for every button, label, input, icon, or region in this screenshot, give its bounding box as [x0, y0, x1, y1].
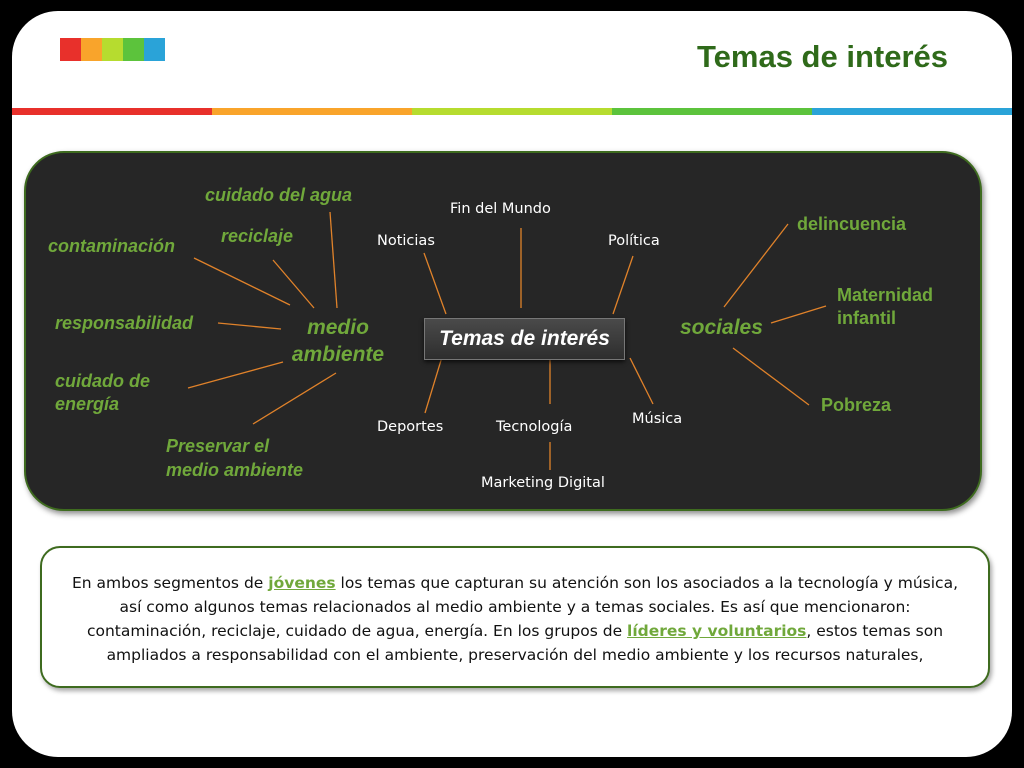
connector-line [218, 323, 281, 329]
topic-politica: Política [608, 233, 660, 249]
topic-marketing-digital: Marketing Digital [481, 475, 605, 491]
connector-line [425, 357, 442, 413]
topic-cuidado-de-energia: cuidado de energía [55, 371, 151, 414]
summary-text: , estos temas son ampliados a responsabilidad con el ambiente, preservación del medio ambiente y los recursos naturales, [106, 622, 944, 664]
topic-responsabilidad: responsabilidad [55, 313, 194, 333]
hub-sociales: sociales [680, 316, 763, 339]
topic-pobreza: Pobreza [821, 395, 892, 415]
central-topic-box: Temas de interés [424, 318, 625, 360]
topic-reciclaje: reciclaje [221, 226, 294, 246]
connector-line [273, 260, 314, 308]
slide-title: Temas de interés [697, 39, 948, 74]
highlight-jovenes: jóvenes [268, 574, 336, 592]
hub-medio-ambiente: medio ambiente [291, 316, 385, 366]
topic-contaminacion: contaminación [48, 236, 176, 256]
summary-text: los temas que capturan su atención son los asociados a la tecnología y música, así como algunos temas relacionados al medio ambiente y a temas sociales. Es así que mencionaron: contaminación, reciclaje, cuidado de agua, energía. En los grupos de [86, 574, 958, 640]
highlight-lideres-voluntarios: líderes y voluntarios [627, 622, 807, 640]
topic-tecnologia: Tecnología [496, 419, 573, 435]
connector-line [613, 256, 633, 314]
connector-line [253, 373, 336, 424]
connector-line [630, 358, 653, 404]
connector-line [194, 258, 290, 305]
connector-line [424, 253, 446, 314]
connector-line [733, 348, 809, 405]
topic-delincuencia: delincuencia [797, 214, 907, 234]
topic-preservar-medio-ambiente: Preservar el medio ambiente [166, 436, 304, 480]
summary-text: En ambos segmentos de [72, 574, 269, 592]
topic-musica: Música [632, 411, 683, 427]
topic-noticias: Noticias [377, 233, 435, 249]
connector-line [771, 306, 826, 323]
summary-text-box [40, 546, 990, 688]
topic-maternidad-infantil: Maternidad infantil [837, 285, 934, 328]
topic-deportes: Deportes [377, 419, 444, 435]
connector-line [330, 212, 337, 308]
topic-cuidado-del-agua: cuidado del agua [205, 185, 353, 205]
topic-fin-del-mundo: Fin del Mundo [450, 201, 551, 217]
connector-line [188, 362, 283, 388]
connector-line [724, 224, 788, 307]
